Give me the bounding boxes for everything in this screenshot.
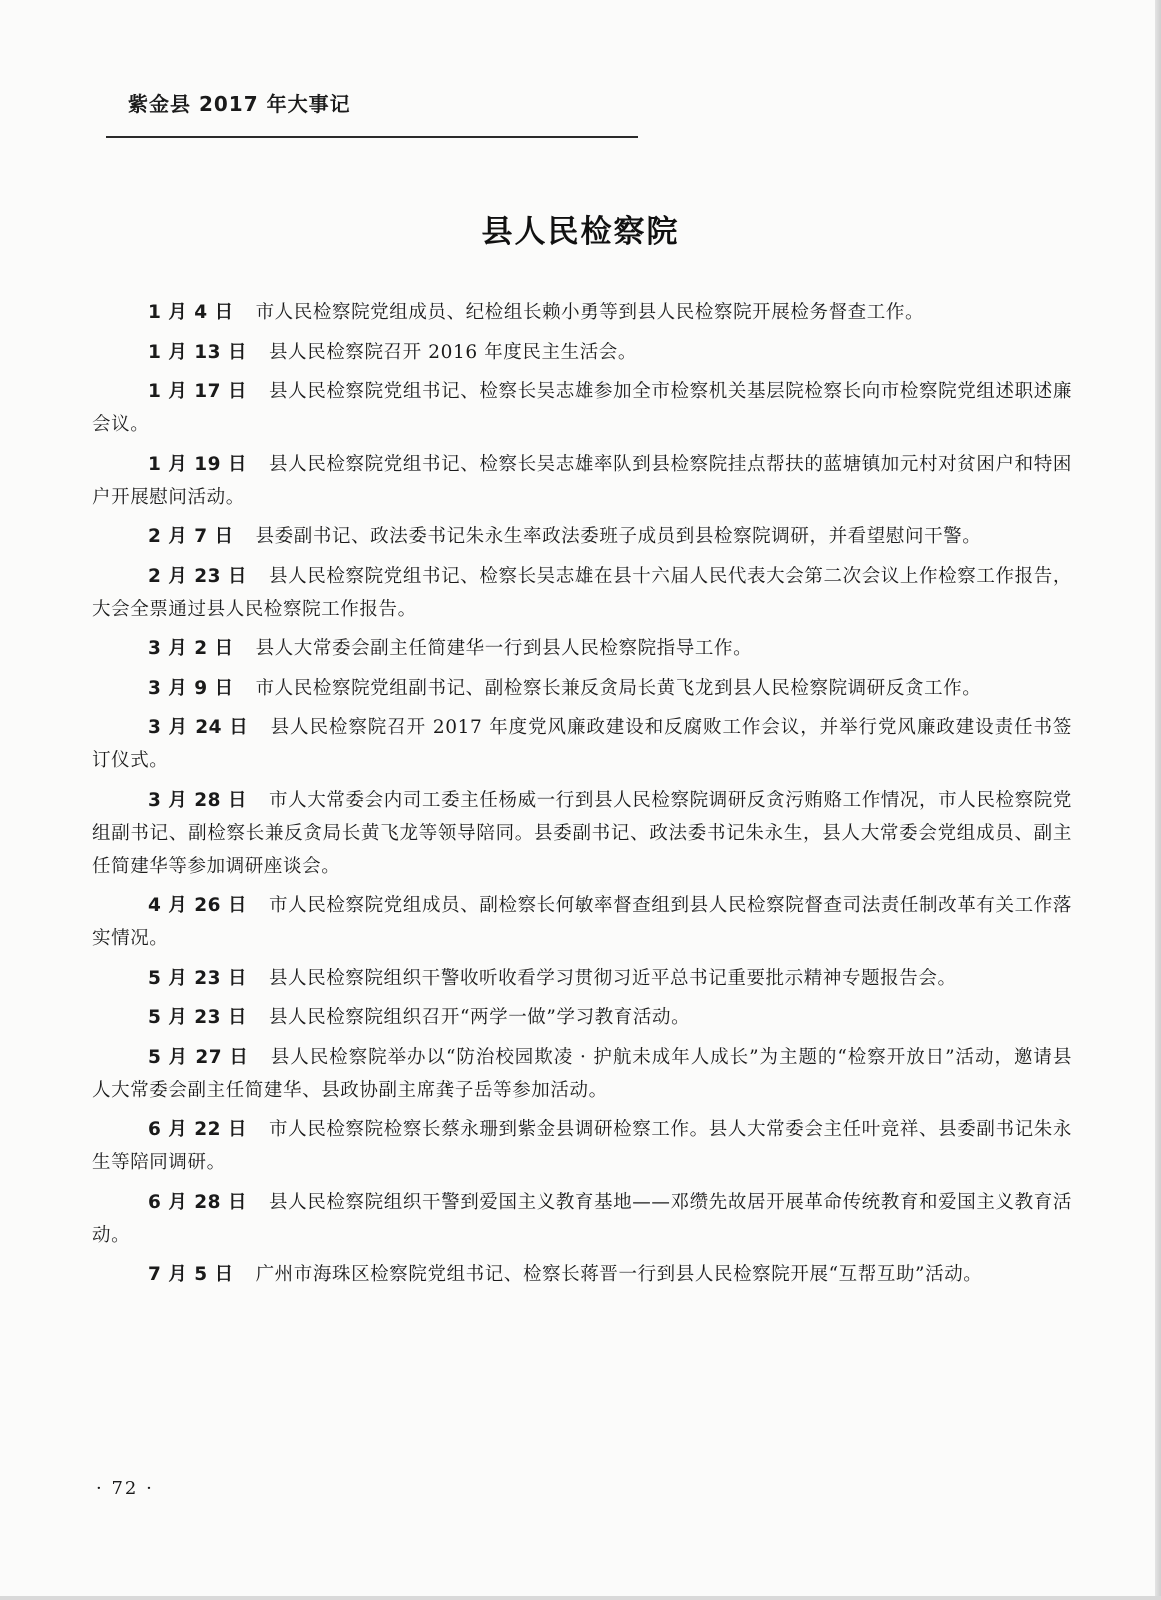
entry-date: 3 月 2 日	[148, 638, 234, 659]
entry-text: 市人民检察院党组副书记、副检察长兼反贪局长黄飞龙到县人民检察院调研反贪工作。	[255, 677, 982, 699]
entry-date: 5 月 23 日	[148, 967, 247, 989]
entry-text: 县委副书记、政法委书记朱永生率政法委班子成员到县检察院调研，并看望慰问干警。	[255, 526, 982, 547]
entry-text: 县人民检察院组织干警收听收看学习贯彻习近平总书记重要批示精神专题报告会。	[268, 967, 957, 989]
entry-date: 3 月 24 日	[148, 717, 249, 738]
entry-date: 3 月 9 日	[148, 677, 234, 699]
chronicle-entry	[92, 711, 1072, 777]
chronicle-entry	[92, 520, 1072, 553]
scan-bottom-shadow	[0, 1596, 1161, 1600]
chronicle-entry	[92, 336, 1072, 369]
section-title: 县人民检察院	[481, 214, 680, 250]
entry-date: 1 月 19 日	[148, 453, 248, 475]
entry-text: 市人民检察院党组成员、副检察长何敏率督查组到县人民检察院督查司法责任制改革有关工作落实情况。	[92, 895, 1072, 949]
entry-date: 7 月 5 日	[148, 1264, 234, 1285]
entry-text: 县人民检察院党组书记、检察长吴志雄参加全市检察机关基层院检察长向市检察院党组述职述廉会议。	[92, 381, 1072, 435]
entry-text: 市人大常委会内司工委主任杨威一行到县人民检察院调研反贪污贿赂工作情况，市人民检察院党组副书记、副检察长兼反贪局长黄飞龙等领导陪同。县委副书记、政法委书记朱永生，县人大常委会党组成员、副主任简建华等参加调研座谈会。	[92, 789, 1072, 877]
chronicle-entry	[92, 632, 1072, 665]
entry-date: 5 月 27 日	[148, 1046, 249, 1068]
entry-date: 5 月 23 日	[148, 1007, 247, 1028]
entry-date: 2 月 23 日	[148, 565, 248, 587]
chronicle-entries	[92, 296, 1072, 1298]
entry-date: 4 月 26 日	[148, 895, 248, 916]
entry-text: 县人民检察院组织召开“两学一做”学习教育活动。	[268, 1007, 691, 1028]
chronicle-entry	[92, 1113, 1072, 1179]
chronicle-entry	[92, 448, 1072, 514]
chronicle-entry	[92, 296, 1072, 329]
chronicle-entry	[92, 1001, 1072, 1034]
entry-text: 县人民检察院组织干警到爱国主义教育基地——邓缵先故居开展革命传统教育和爱国主义教育活动。	[92, 1191, 1072, 1246]
entry-text: 市人民检察院检察长蔡永珊到紫金县调研检察工作。县人大常委会主任叶竞祥、县委副书记朱永生等陪同调研。	[92, 1119, 1072, 1173]
entry-text: 县人大常委会副主任简建华一行到县人民检察院指导工作。	[255, 638, 753, 659]
entry-text: 县人民检察院召开 2017 年度党风廉政建设和反腐败工作会议，并举行党风廉政建设责任书签订仪式。	[92, 717, 1072, 771]
entry-text: 县人民检察院党组书记、检察长吴志雄率队到县检察院挂点帮扶的蓝塘镇加元村对贫困户和特困户开展慰问活动。	[92, 453, 1072, 508]
chronicle-entry	[92, 560, 1072, 626]
chronicle-entry	[92, 1186, 1072, 1252]
scan-edge-shadow	[1155, 0, 1161, 1600]
entry-date: 6 月 28 日	[148, 1191, 248, 1213]
entry-date: 6 月 22 日	[148, 1119, 248, 1140]
chronicle-entry	[92, 1258, 1072, 1291]
entry-date: 1 月 4 日	[148, 302, 234, 323]
running-header: 紫金县 2017 年大事记	[128, 92, 351, 116]
entry-date: 3 月 28 日	[148, 789, 248, 811]
header-rule	[106, 136, 638, 138]
entry-text: 县人民检察院召开 2016 年度民主生活会。	[268, 341, 637, 363]
entry-text: 市人民检察院党组成员、纪检组长赖小勇等到县人民检察院开展检务督查工作。	[255, 302, 925, 323]
chronicle-entry	[92, 784, 1072, 883]
chronicle-entry	[92, 1041, 1072, 1107]
entry-date: 2 月 7 日	[148, 526, 234, 547]
chronicle-entry	[92, 375, 1072, 441]
chronicle-entry	[92, 672, 1072, 705]
entry-date: 1 月 17 日	[148, 381, 248, 402]
chronicle-entry	[92, 962, 1072, 995]
entry-date: 1 月 13 日	[148, 341, 247, 363]
page-number: · 72 ·	[96, 1478, 154, 1499]
chronicle-entry	[92, 889, 1072, 955]
entry-text: 县人民检察院举办以“防治校园欺凌 · 护航未成年人成长”为主题的“检察开放日”活动，邀请县人大常委会副主任简建华、县政协副主席龚子岳等参加活动。	[92, 1046, 1072, 1101]
entry-text: 广州市海珠区检察院党组书记、检察长蒋晋一行到县人民检察院开展“互帮互助”活动。	[255, 1264, 983, 1285]
entry-text: 县人民检察院党组书记、检察长吴志雄在县十六届人民代表大会第二次会议上作检察工作报告，大会全票通过县人民检察院工作报告。	[92, 565, 1072, 620]
